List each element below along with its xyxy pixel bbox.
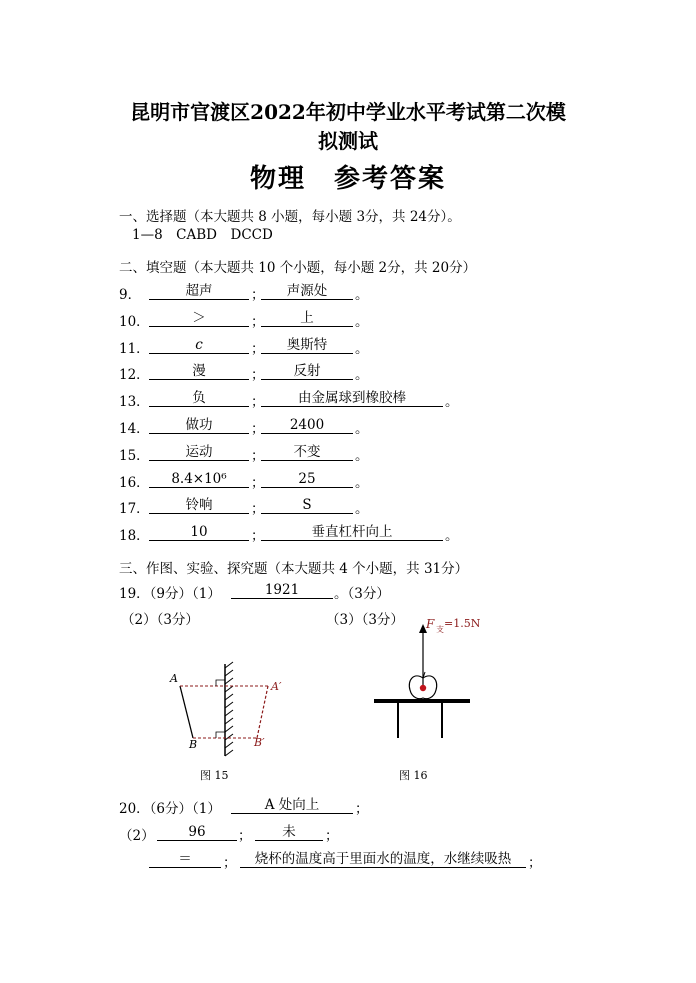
fill-row xyxy=(119,337,539,355)
answer-blank-1: 铃响 xyxy=(149,497,249,514)
section1-heading: 一、选择题（本大题共 8 小题，每小题 3分，共 24分）。 xyxy=(119,209,461,225)
semicolon: ； xyxy=(251,448,265,464)
question-number: 14． xyxy=(119,421,150,437)
answer-blank-2: 奥斯特 xyxy=(261,337,353,354)
fill-row xyxy=(119,497,539,515)
period: 。 xyxy=(445,528,459,544)
answer-blank-2: 25 xyxy=(261,471,353,488)
q20-answer3: 未 xyxy=(255,824,323,841)
q19-part2-label: （2）（3分） xyxy=(121,612,199,628)
period: 。 xyxy=(355,367,369,383)
semicolon: ； xyxy=(251,341,265,357)
answer-blank-1: 运动 xyxy=(149,444,249,461)
period: 。 xyxy=(355,287,369,303)
semicolon: ； xyxy=(251,314,265,330)
fig16-force-label: F xyxy=(426,617,435,631)
q20-sep4: ； xyxy=(528,855,542,871)
fig16-force-subscript: 支 xyxy=(436,625,444,634)
q20-part2-label: （2） xyxy=(119,828,155,844)
fig15-label-b: B xyxy=(189,738,198,751)
fill-row xyxy=(119,310,539,328)
section1-answers: 1—8 CABD DCCD xyxy=(132,227,273,243)
semicolon: ； xyxy=(251,367,265,383)
q19-suffix: 。（3分） xyxy=(334,586,390,602)
answer-blank-2: 不变 xyxy=(261,444,353,461)
section2-heading: 二、填空题（本大题共 10 个小题，每小题 2分，共 20分） xyxy=(119,260,477,276)
question-number: 9． xyxy=(119,287,142,303)
fill-row xyxy=(119,524,539,542)
question-number: 11． xyxy=(119,341,150,357)
question-number: 18． xyxy=(119,528,150,544)
fill-row xyxy=(119,390,539,408)
fig15-label-b-prime: B′ xyxy=(254,736,265,749)
answer-blank-1: 超声 xyxy=(149,283,249,300)
fill-row xyxy=(119,363,539,381)
q19-answer: 1921 xyxy=(231,582,333,599)
semicolon: ； xyxy=(251,421,265,437)
document-title-line1: 昆明市官渡区2022年初中学业水平考试第二次模 xyxy=(130,100,566,124)
answer-blank-1: 负 xyxy=(149,390,249,407)
answer-blank-2: S xyxy=(261,497,353,514)
period: 。 xyxy=(445,394,459,410)
answer-blank-1: 10 xyxy=(149,524,249,541)
q19-prefix: 19．（9分）（1） xyxy=(119,586,221,602)
period: 。 xyxy=(355,341,369,357)
fig15-label-a-prime: A′ xyxy=(271,680,282,693)
question-number: 12． xyxy=(119,367,150,383)
period: 。 xyxy=(355,501,369,517)
period: 。 xyxy=(355,314,369,330)
answer-blank-1: 8.4×10⁶ xyxy=(149,471,249,488)
answer-blank-2: 上 xyxy=(261,310,353,327)
question-number: 13． xyxy=(119,394,150,410)
question-number: 15． xyxy=(119,448,150,464)
q20-answer1-suffix: ； xyxy=(355,801,369,817)
document-title-line2: 拟测试 xyxy=(318,129,378,153)
semicolon: ； xyxy=(251,287,265,303)
q20-answer4: ＝ xyxy=(149,851,221,868)
semicolon: ； xyxy=(251,528,265,544)
fig16-force-value: =1.5N xyxy=(444,617,481,630)
answer-blank-2: 声源处 xyxy=(261,283,353,300)
question-number: 17． xyxy=(119,501,150,517)
section3-heading: 三、作图、实验、探究题（本大题共 4 个小题，共 31分） xyxy=(119,561,469,577)
answer-blank-2: 2400 xyxy=(261,417,353,434)
question-number: 16． xyxy=(119,475,150,491)
semicolon: ； xyxy=(251,501,265,517)
q20-prefix: 20．（6分）（1） xyxy=(119,801,221,817)
q20-answer2: 96 xyxy=(157,824,237,841)
document-subtitle: 物理 参考答案 xyxy=(249,164,446,194)
fig15-caption: 图 15 xyxy=(200,769,229,782)
q20-answer5: 烧杯的温度高于里面水的温度，水继续吸热 xyxy=(240,851,526,868)
answer-blank-1: 漫 xyxy=(149,363,249,380)
period: 。 xyxy=(355,448,369,464)
answer-blank-1: ＞ xyxy=(149,310,249,327)
q19-part3-label: （3）（3分） xyxy=(326,612,404,628)
answer-blank-2: 反射 xyxy=(261,363,353,380)
answer-blank-1: c xyxy=(149,337,249,354)
q20-answer1: A 处向上 xyxy=(231,797,353,814)
figure-15-mirror-diagram xyxy=(160,660,300,760)
period: 。 xyxy=(355,475,369,491)
semicolon: ； xyxy=(251,475,265,491)
answer-blank-2: 垂直杠杆向上 xyxy=(261,524,443,541)
question-number: 10． xyxy=(119,314,150,330)
q20-sep1: ； xyxy=(238,828,252,844)
fig15-label-a: A xyxy=(170,672,178,685)
fill-row xyxy=(119,283,539,301)
fill-row xyxy=(119,444,539,462)
fig16-caption: 图 16 xyxy=(399,769,428,782)
figure-16-force-diagram xyxy=(370,620,480,745)
answer-blank-1: 做功 xyxy=(149,417,249,434)
period: 。 xyxy=(355,421,369,437)
semicolon: ； xyxy=(251,394,265,410)
q20-sep3: ； xyxy=(223,855,237,871)
q20-sep2: ； xyxy=(325,828,339,844)
fill-row xyxy=(119,417,539,435)
answer-blank-2: 由金属球到橡胶棒 xyxy=(261,390,443,407)
fill-row xyxy=(119,471,539,489)
